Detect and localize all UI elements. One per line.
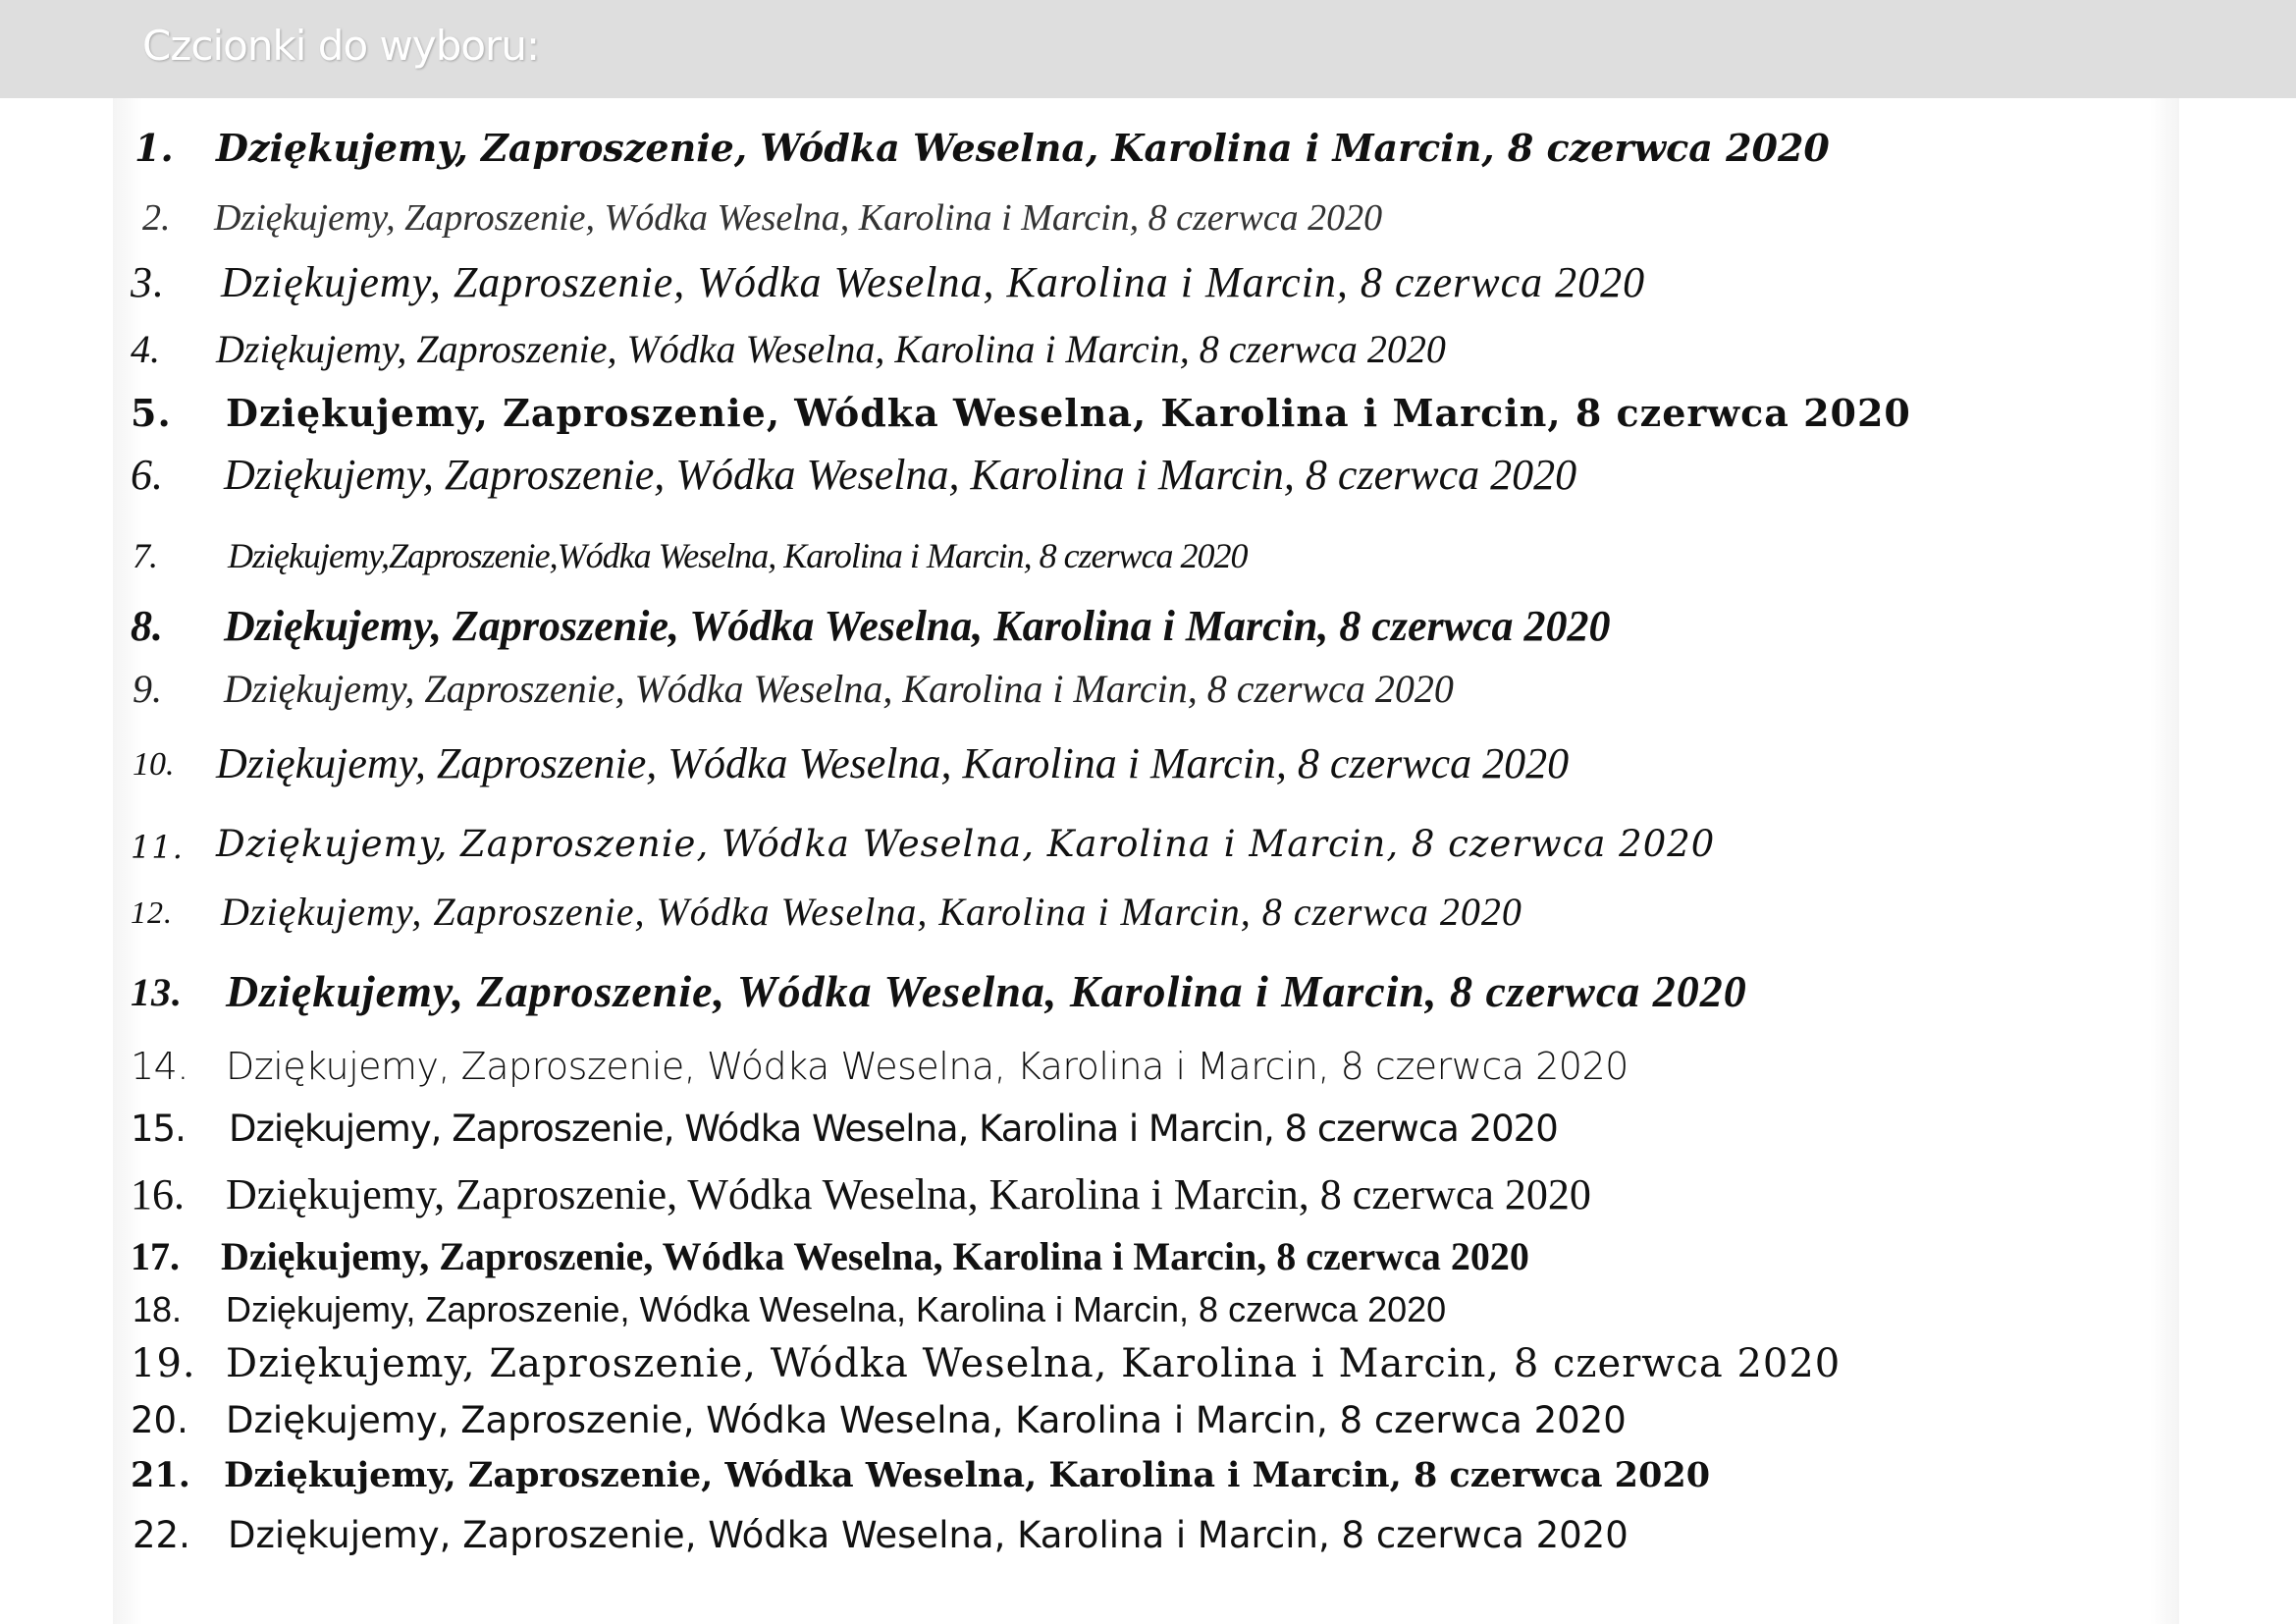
font-number: 9.	[133, 667, 162, 711]
font-number: 3.	[131, 258, 165, 306]
font-sample-text: Dziękujemy, Zaproszenie, Wódka Weselna, Karolina i Marcin, 8 czerwca 2020	[221, 1234, 1529, 1278]
font-number: 14.	[131, 1045, 188, 1088]
font-number: 4.	[131, 327, 160, 371]
font-sample-text: Dziękujemy, Zaproszenie, Wódka Weselna, Karolina i Marcin, 8 czerwca 2020	[226, 1045, 1629, 1088]
font-sample-text: Dziękujemy, Zaproszenie, Wódka Weselna, Karolina i Marcin, 8 czerwca 2020	[224, 1455, 1711, 1495]
font-number: 15.	[131, 1108, 186, 1150]
font-number: 13.	[131, 970, 183, 1014]
font-sample-text: Dziękujemy, Zaproszenie, Wódka Weselna, Karolina i Marcin, 8 czerwca 2020	[226, 1341, 1842, 1386]
font-sample-text: Dziękujemy,Zaproszenie,Wódka Weselna, Karolina i Marcin, 8 czerwca 2020	[228, 536, 1248, 575]
font-number: 16.	[131, 1170, 185, 1218]
font-number: 5.	[131, 391, 172, 435]
font-sample-text: Dziękujemy, Zaproszenie, Wódka Weselna, Karolina i Marcin, 8 czerwca 2020	[226, 1170, 1591, 1218]
font-sample-text: Dziękujemy, Zaproszenie, Wódka Weselna, Karolina i Marcin, 8 czerwca 2020	[228, 1514, 1629, 1556]
font-number: 2.	[142, 197, 171, 239]
font-sample-text: Dziękujemy, Zaproszenie, Wódka Weselna, Karolina i Marcin, 8 czerwca 2020	[216, 126, 1830, 170]
font-sample-text: Dziękujemy, Zaproszenie, Wódka Weselna, Karolina i Marcin, 8 czerwca 2020	[221, 258, 1646, 306]
font-sample-text: Dziękujemy, Zaproszenie, Wódka Weselna, Karolina i Marcin, 8 czerwca 2020	[214, 197, 1383, 239]
font-number: 8.	[131, 602, 163, 650]
font-sample-text: Dziękujemy, Zaproszenie, Wódka Weselna, Karolina i Marcin, 8 czerwca 2020	[224, 451, 1577, 499]
font-number: 6.	[131, 451, 163, 499]
font-number: 20.	[131, 1399, 188, 1441]
font-sample-text: Dziękujemy, Zaproszenie, Wódka Weselna, Karolina i Marcin, 8 czerwca 2020	[216, 823, 1716, 865]
font-sample-text: Dziękujemy, Zaproszenie, Wódka Weselna, Karolina i Marcin, 8 czerwca 2020	[216, 327, 1446, 371]
font-number: 10.	[133, 746, 175, 783]
font-number: 1.	[134, 126, 174, 170]
font-sample-text: Dziękujemy, Zaproszenie, Wódka Weselna, Karolina i Marcin, 8 czerwca 2020	[224, 667, 1454, 711]
font-sample-text: Dziękujemy, Zaproszenie, Wódka Weselna, Karolina i Marcin, 8 czerwca 2020	[216, 739, 1570, 787]
font-sample-text: Dziękujemy, Zaproszenie, Wódka Weselna, Karolina i Marcin, 8 czerwca 2020	[226, 391, 1911, 435]
font-sample-text: Dziękujemy, Zaproszenie, Wódka Weselna, Karolina i Marcin, 8 czerwca 2020	[226, 966, 1747, 1016]
font-number: 12.	[131, 894, 173, 930]
font-number: 18.	[133, 1289, 183, 1329]
font-number: 19.	[131, 1341, 196, 1386]
font-number: 22.	[133, 1514, 190, 1556]
font-sample-text: Dziękujemy, Zaproszenie, Wódka Weselna, Karolina i Marcin, 8 czerwca 2020	[221, 890, 1522, 934]
font-sample-text: Dziękujemy, Zaproszenie, Wódka Weselna, Karolina i Marcin, 8 czerwca 2020	[224, 602, 1611, 650]
font-number: 11.	[131, 829, 184, 866]
header-bar	[0, 0, 2296, 98]
font-number: 7.	[133, 536, 157, 575]
font-number: 17.	[131, 1234, 180, 1278]
font-sample-text: Dziękujemy, Zaproszenie, Wódka Weselna, Karolina i Marcin, 8 czerwca 2020	[226, 1399, 1627, 1441]
font-sample-text: Dziękujemy, Zaproszenie, Wódka Weselna, Karolina i Marcin, 8 czerwca 2020	[229, 1108, 1558, 1150]
font-number: 21.	[131, 1455, 190, 1495]
font-sample-text: Dziękujemy, Zaproszenie, Wódka Weselna, Karolina i Marcin, 8 czerwca 2020	[226, 1289, 1447, 1329]
page-title: Czcionki do wyboru:	[142, 22, 540, 70]
